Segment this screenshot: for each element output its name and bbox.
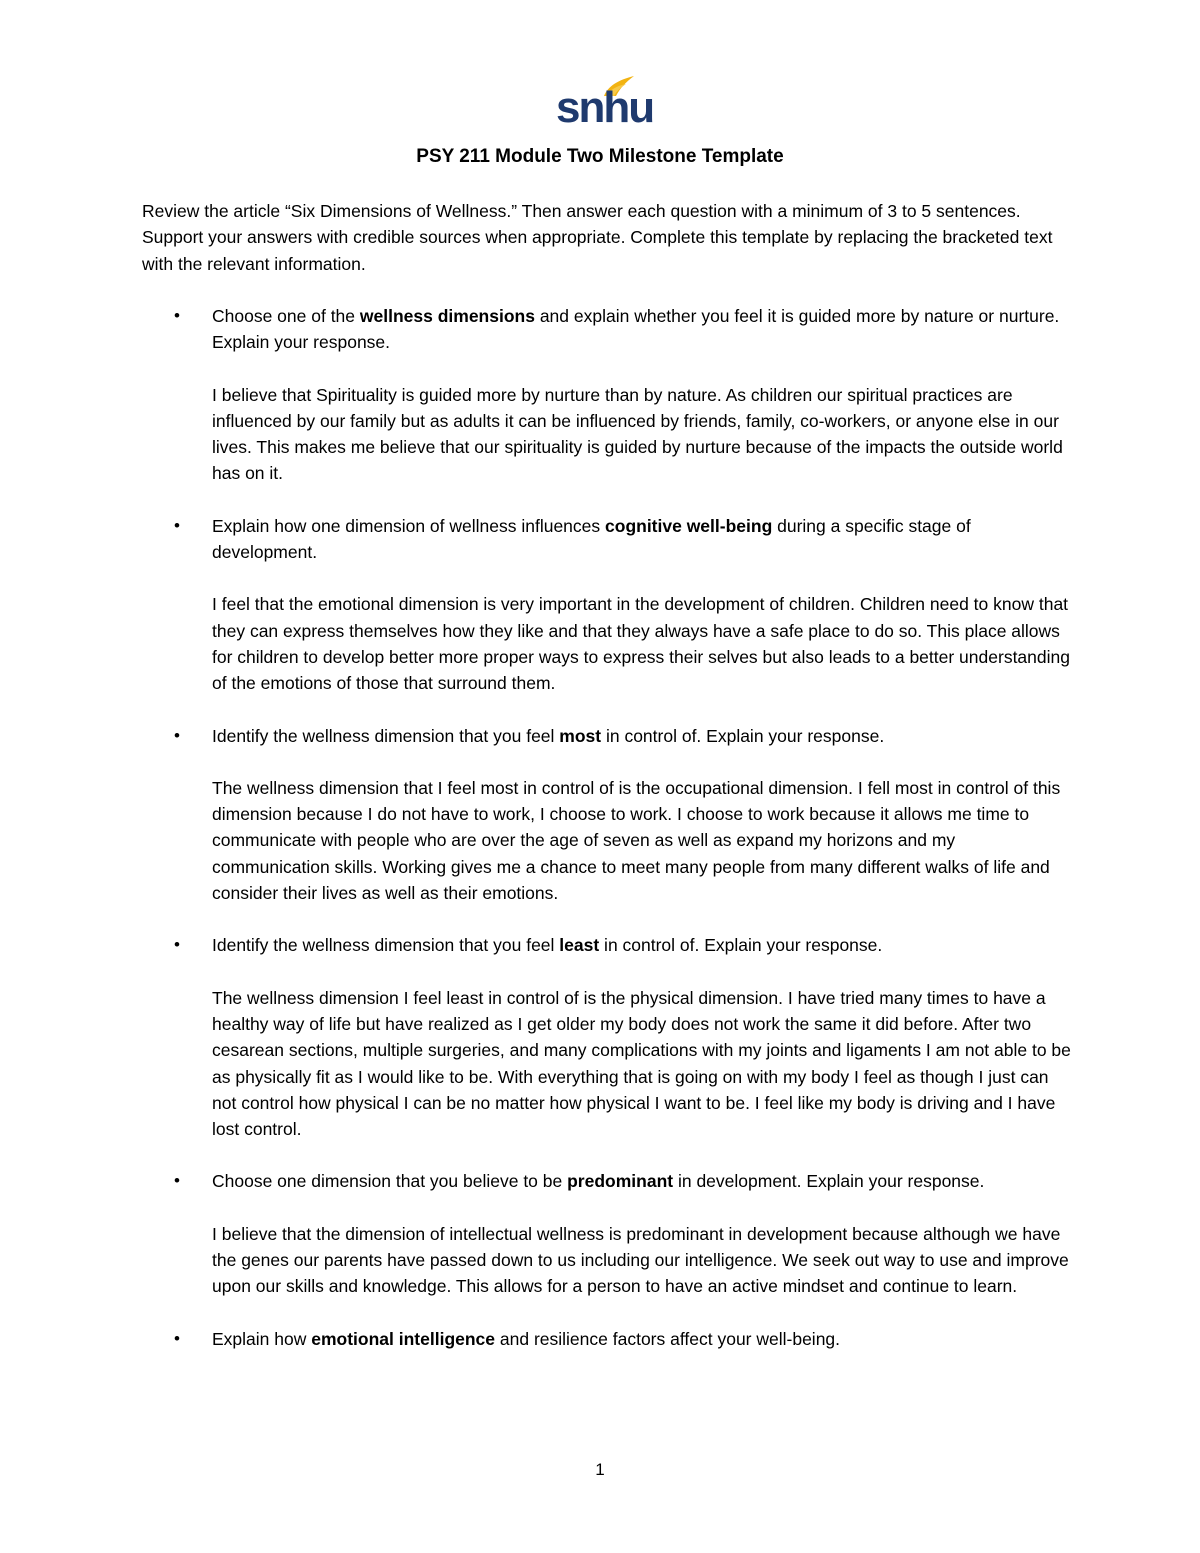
logo-wordmark: snhu xyxy=(556,83,654,132)
intro-text: Review the article “Six Dimensions of Wellness.” Then answer each question with a minimum of 3 to 5 sentences. Support your answers with credible sources when appropriate. Complete this template by replacing the bracketed text with the relevant information. xyxy=(142,201,1053,274)
question-text: Identify the wellness dimension that you feel least in control of. Explain your response. xyxy=(212,935,883,956)
answer-text: I believe that the dimension of intellectual wellness is predominant in development because although we have the genes our parents have passed down to us including our intelligence. We seek out way to use and improve upon our skills and knowledge. This allows for a person to have an active mindset and continue to learn. xyxy=(212,1223,1069,1297)
question-text: Identify the wellness dimension that you feel most in control of. Explain your response. xyxy=(212,725,885,746)
intro-paragraph xyxy=(142,198,1062,277)
question-text: Choose one of the wellness dimensions and explain whether you feel it is guided more by nature or nurture. Explain your response. xyxy=(212,306,1060,353)
bullet-icon: • xyxy=(174,725,180,745)
answer-text: I believe that Spirituality is guided more by nurture than by nature. As children our spiritual practices are influenced by our family but as adults it can be influenced by friends, family, co-workers, or anyone else in our lives. This makes me believe that our spirituality is guided by nurture because of the impacts the outside world has on it. xyxy=(212,384,1063,484)
list-item xyxy=(142,1326,1072,1352)
list-item xyxy=(142,303,1072,487)
bullet-icon: • xyxy=(174,935,180,955)
question-keyword: wellness dimensions xyxy=(359,306,535,326)
bullet-icon: • xyxy=(174,1171,180,1191)
question-keyword: predominant xyxy=(567,1171,674,1192)
question-keyword: emotional intelligence xyxy=(311,1328,496,1349)
page-title: PSY 211 Module Two Milestone Template xyxy=(416,146,784,167)
question-keyword: least xyxy=(559,935,600,956)
question-text: Choose one dimension that you believe to be predominant in development. Explain your response. xyxy=(212,1171,985,1192)
question-keyword: most xyxy=(559,725,602,746)
answer-text: The wellness dimension I feel least in control of is the physical dimension. I have tried many times to have a healthy way of life but have realized as I get older my body does not work the same it did before. After two cesarean sections, multiple surgeries, and many complications with my joints and ligaments I am not able to be as physically fit as I would like to be. With everything that is going on with my body I feel as though I just can not control how physical I can be no matter how physical I want to be. I feel like my body is driving and I have lost control. xyxy=(212,987,1071,1140)
question-list xyxy=(142,303,1072,1352)
answer-text: The wellness dimension that I feel most in control of is the occupational dimension. I fell most in control of this dimension because I do not have to work, I choose to work. I choose to work because it allows me time to communicate with people who are over the age of seven as well as expand my horizons and my communication skills. Working gives me a chance to meet many people from many different walks of life and consider their lives as well as their emotions. xyxy=(212,777,1061,904)
list-item xyxy=(142,932,1072,1142)
bullet-icon: • xyxy=(174,306,180,325)
bullet-icon: • xyxy=(174,1328,180,1348)
list-item xyxy=(142,1168,1072,1299)
snhu-logo xyxy=(556,72,654,132)
answer-text: I feel that the emotional dimension is very important in the development of children. Children need to know that they can express themselves how they like and that they always have a safe place to do so. This place allows for children to develop better more proper ways to express their selves but also leads to a better understanding of the emotions of those that surround them. xyxy=(212,594,1070,694)
page-number: 1 xyxy=(595,1460,605,1479)
question-keyword: cognitive well-being xyxy=(605,515,773,536)
bullet-icon: • xyxy=(174,515,180,535)
list-item xyxy=(142,723,1072,907)
question-text: Explain how one dimension of wellness influences cognitive well-being during a specific stage of development. xyxy=(212,515,971,563)
question-text: Explain how emotional intelligence and resilience factors affect your well-being. xyxy=(212,1328,841,1349)
list-item xyxy=(142,513,1072,697)
